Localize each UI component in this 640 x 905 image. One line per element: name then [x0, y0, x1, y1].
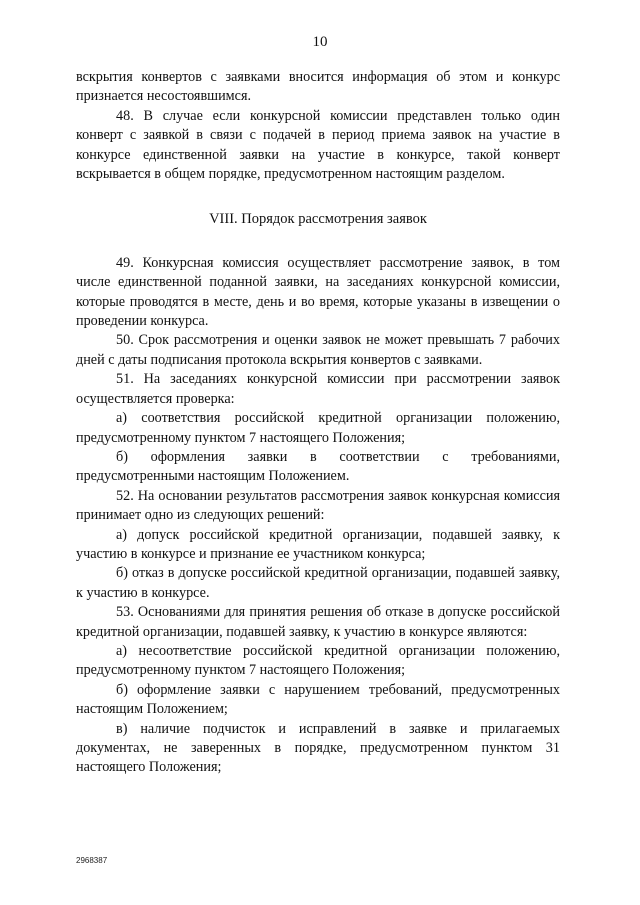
paragraph-48: 48. В случае если конкурсной комиссии представлен только один конверт с заявкой в связи с подачей в период приема заявок на участие в конкурсе единственной заявки на участие в конкурсе, такой конверт вскрывается в общем порядке, предусмотренном настоящим разделом. — [76, 107, 560, 183]
paragraph-53: 53. Основаниями для принятия решения об отказе в допуске российской кредитной организации, подавшей заявку, к участию в конкурсе являются: — [76, 604, 560, 640]
paragraph-52: 52. На основании результатов рассмотрения заявок конкурсная комиссия принимает одно из следующих решений: — [76, 487, 560, 524]
page-body — [76, 68, 560, 778]
paragraph-52-b: б) отказ в допуске российской кредитной организации, подавшей заявку, к участию в конкурсе. — [76, 565, 560, 601]
page-number: 10 — [312, 34, 328, 50]
paragraph-49: 49. Конкурсная комиссия осуществляет рассмотрение заявок, в том числе единственной поданной заявки, на заседаниях конкурсной комиссии, которые проводятся в месте, день и во время, которые указаны в извещении о проведении конкурса. — [76, 254, 560, 330]
paragraph-50: 50. Срок рассмотрения и оценки заявок не может превышать 7 рабочих дней с даты подписания протокола вскрытия конвертов с заявками. — [76, 332, 560, 368]
paragraph-53-v: в) наличие подчисток и исправлений в заявке и прилагаемых документах, не заверенных в порядке, предусмотренном пунктом 31 настоящего Положения; — [76, 720, 560, 776]
paragraph-52-a: а) допуск российской кредитной организации, подавшей заявку, к участию в конкурсе и признание ее участником конкурса; — [76, 526, 560, 562]
paragraph-continuation: вскрытия конвертов с заявками вносится информация об этом и конкурс признается несостоявшимся. — [76, 69, 560, 105]
paragraph-51-b: б) оформления заявки в соответствии с требованиями, предусмотренными настоящим Положением. — [76, 448, 560, 485]
paragraph-53-a: а) несоответствие российской кредитной организации положению, предусмотренному пунктом 7 настоящего Положения; — [76, 642, 560, 679]
section-heading: VIII. Порядок рассмотрения заявок — [209, 211, 427, 228]
paragraph-51-a: а) соответствия российской кредитной организации положению, предусмотренному пунктом 7 настоящего Положения; — [76, 410, 560, 446]
document-code: 2968387 — [76, 856, 108, 865]
paragraph-53-b: б) оформление заявки с нарушением требований, предусмотренных настоящим Положением; — [76, 681, 560, 718]
paragraph-51: 51. На заседаниях конкурсной комиссии при рассмотрении заявок осуществляется проверка: — [76, 371, 560, 407]
